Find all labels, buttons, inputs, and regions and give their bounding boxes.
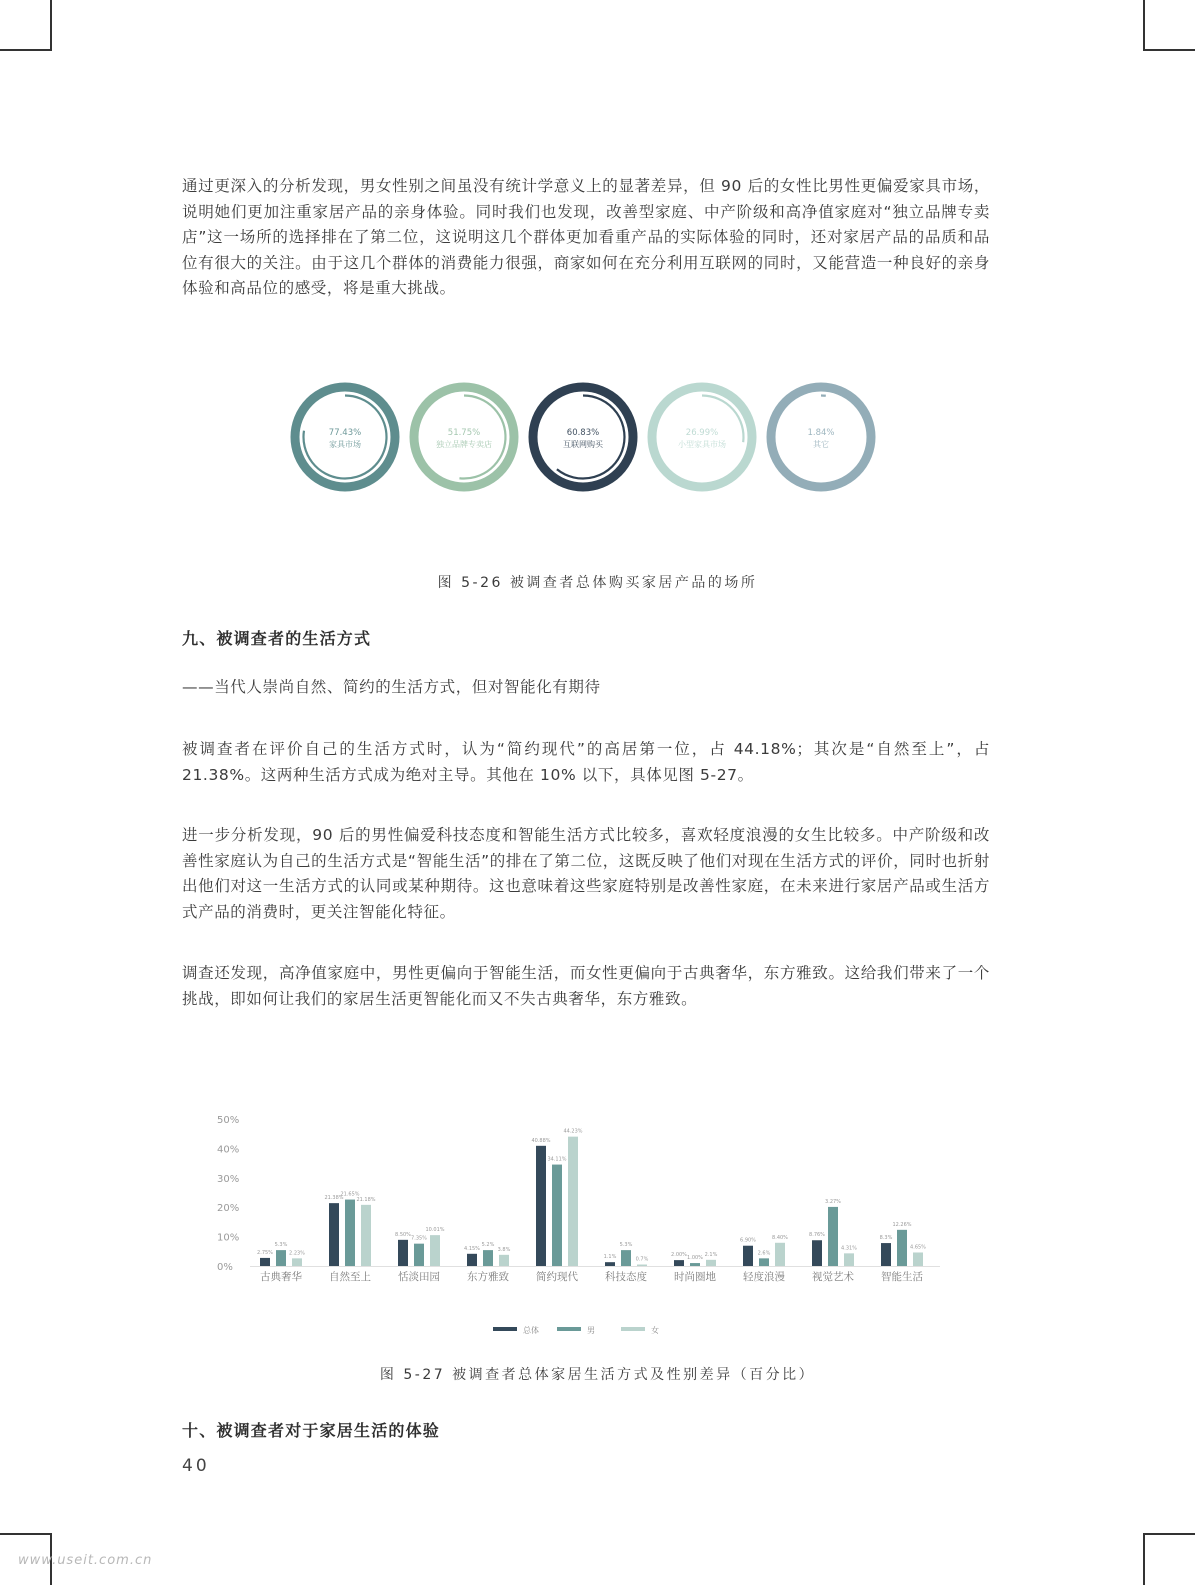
donut-value-label: 60.83%: [566, 428, 600, 438]
fig26-caption: 图 5-26 被调查者总体购买家居产品的场所: [437, 575, 758, 591]
donut-value-label: 51.75%: [447, 428, 481, 438]
paragraph-lifestyle-2: 进一步分析发现，90 后的男性偏爱科技态度和智能生活方式比较多，喜欢轻度浪漫的女生比较多。中产阶级和改善性家庭认为自己的生活方式是“智能生活”的排在了第二位，这既反映了他们对现在生活方式的评价，同时也折射出他们对这一生活方式的认同或某种期待。这也意味着这些家庭特别是改善性家庭，在未来进行家居产品或生活方式产品的消费时，更关注智能化特征。: [182, 826, 990, 921]
donut-category-label: 家具市场: [329, 440, 361, 449]
bar-data-label: 8.76%: [809, 1232, 825, 1239]
x-category-label: 智能生活: [881, 1271, 923, 1283]
bar-男: [759, 1258, 769, 1266]
crop-mark-top-left: [0, 49, 50, 51]
bar-data-label: 10.01%: [425, 1227, 445, 1234]
bar-女: [637, 1265, 647, 1266]
bar-男: [483, 1250, 493, 1266]
x-category-label: 视觉艺术: [812, 1271, 854, 1283]
bar-data-label: 5.2%: [481, 1242, 495, 1249]
bar-data-label: 1.00%: [687, 1255, 703, 1262]
bar-data-label: 5.3%: [619, 1242, 633, 1249]
bar-data-label: 3.8%: [497, 1246, 511, 1253]
bar-data-label: 6.90%: [740, 1237, 756, 1244]
x-category-label: 东方雅致: [467, 1271, 509, 1283]
crop-mark-top-left-v: [50, 0, 52, 51]
crop-mark-top-right: [1143, 49, 1195, 51]
bar-男: [690, 1263, 700, 1266]
x-category-label: 时尚圈地: [674, 1271, 716, 1283]
section-heading-lifestyle: 九、被调查者的生活方式: [182, 629, 372, 648]
bar-data-label: 2.23%: [289, 1250, 305, 1257]
bar-总体: [812, 1240, 822, 1266]
x-category-label: 轻度浪漫: [743, 1271, 785, 1283]
y-tick-label: 30%: [217, 1173, 240, 1185]
bar-data-label: 3.27%: [825, 1198, 841, 1205]
y-tick-label: 10%: [217, 1232, 240, 1244]
paragraph-lifestyle-3: 调查还发现，高净值家庭中，男性更偏向于智能生活，而女性更偏向于古典奢华，东方雅致。这给我们带来了一个挑战，即如何让我们的家居生活更智能化而又不失古典奢华，东方雅致。: [182, 964, 990, 1008]
bar-女: [775, 1243, 785, 1266]
bar-data-label: 8.40%: [772, 1234, 788, 1241]
donut-category-label: 其它: [813, 440, 829, 449]
bar-data-label: 8.3%: [879, 1235, 893, 1242]
donut-ring-4: [771, 387, 871, 487]
x-category-label: 恬淡田园: [398, 1271, 440, 1283]
section-subtitle-lifestyle: ——当代人崇尚自然、简约的生活方式，但对智能化有期待: [182, 678, 601, 696]
bar-总体: [536, 1146, 546, 1266]
donut-category-label: 独立品牌专卖店: [436, 440, 492, 449]
bar-data-label: 2.1%: [704, 1251, 718, 1258]
bar-女: [499, 1255, 509, 1266]
bar-总体: [605, 1262, 615, 1266]
bar-data-label: 2.00%: [671, 1252, 687, 1259]
bar-data-label: 40.88%: [531, 1137, 551, 1144]
legend-swatch: [493, 1327, 517, 1331]
fig27-bar-chart: [205, 1105, 955, 1355]
bar-总体: [260, 1258, 270, 1266]
donut-category-label: 互联网购买: [563, 440, 603, 449]
bar-女: [568, 1137, 578, 1266]
legend-label: 总体: [523, 1326, 539, 1335]
crop-mark-top-right-v: [1143, 0, 1145, 51]
section-heading-experience: 十、被调查者对于家居生活的体验: [182, 1421, 441, 1440]
bar-男: [276, 1250, 286, 1266]
bar-data-label: 12.26%: [892, 1221, 912, 1228]
x-category-label: 自然至上: [329, 1271, 371, 1283]
bar-data-label: 34.11%: [547, 1156, 567, 1163]
bar-男: [345, 1200, 355, 1266]
y-tick-label: 0%: [217, 1262, 233, 1273]
bar-data-label: 8.50%: [395, 1231, 411, 1238]
donut-category-label: 小型家具市场: [678, 440, 726, 449]
bar-女: [913, 1252, 923, 1266]
legend-label: 男: [587, 1326, 595, 1335]
donut-ring-3: [652, 387, 752, 487]
bar-男: [897, 1230, 907, 1266]
bar-data-label: 2.75%: [257, 1249, 273, 1256]
crop-mark-bottom-right: [1143, 1533, 1195, 1535]
paragraph-intro: 通过更深入的分析发现，男女性别之间虽没有统计学意义上的显著差异，但 90 后的女性比男性更偏爱家具市场，说明她们更加注重家居产品的亲身体验。同时我们也发现，改善型家庭、中产阶级和高净值家庭对“独立品牌专卖店”这一场所的选择排在了第二位，这说明这几个群体更加看重产品的实际体验的同时，还对家居产品的品质和品位有很大的关注。由于这几个群体的消费能力很强，商家如何在充分利用互联网的同时，又能营造一种良好的亲身体验和高品位的感受，将是重大挑战。: [182, 177, 990, 297]
bar-总体: [467, 1254, 477, 1266]
x-category-label: 简约现代: [536, 1271, 578, 1283]
paragraph-lifestyle-1: 被调查者在评价自己的生活方式时，认为“简约现代”的高居第一位，占 44.18%；其次是“自然至上”，占 21.38%。这两种生活方式成为绝对主导。其他在 10% 以下，具体见图 5-27。: [182, 740, 990, 784]
bar-总体: [881, 1243, 891, 1266]
bar-女: [292, 1258, 302, 1266]
bar-男: [552, 1165, 562, 1266]
bar-data-label: 4.65%: [910, 1244, 926, 1251]
y-tick-label: 20%: [217, 1203, 240, 1215]
bar-data-label: 21.38%: [324, 1195, 344, 1202]
donut-value-label: 26.99%: [685, 428, 719, 438]
bar-data-label: 4.15%: [464, 1245, 480, 1252]
bar-总体: [329, 1203, 339, 1266]
bar-总体: [674, 1260, 684, 1266]
donut-value-label: 77.43%: [328, 428, 362, 438]
bar-女: [430, 1235, 440, 1266]
legend-swatch: [557, 1327, 581, 1331]
bar-男: [621, 1250, 631, 1266]
donut-ring-0: [295, 387, 395, 487]
bar-总体: [743, 1246, 753, 1266]
x-category-label: 科技态度: [605, 1271, 647, 1283]
fig27-caption: 图 5-27 被调查者总体家居生活方式及性别差异（百分比）: [379, 1367, 816, 1383]
donut-ring-2: [533, 387, 633, 487]
bar-女: [361, 1205, 371, 1266]
bar-男: [414, 1244, 424, 1266]
watermark: www.useit.com.cn: [18, 1553, 153, 1568]
legend-swatch: [621, 1327, 645, 1331]
y-tick-label: 40%: [217, 1144, 240, 1156]
bar-data-label: 0.7%: [635, 1256, 649, 1263]
page-number: 40: [182, 1456, 210, 1476]
bar-data-label: 4.31%: [841, 1245, 857, 1252]
crop-mark-bottom-right-v: [1143, 1533, 1145, 1585]
bar-data-label: 5.3%: [274, 1242, 288, 1249]
bar-女: [706, 1260, 716, 1266]
donut-ring-1: [414, 387, 514, 487]
bar-data-label: 44.23%: [563, 1128, 583, 1135]
donut-value-label: 1.84%: [807, 428, 835, 438]
bar-data-label: 7.35%: [411, 1235, 427, 1242]
crop-mark-bottom-left: [0, 1533, 50, 1535]
chart-legend: [493, 1325, 659, 1335]
bar-data-label: 1.1%: [603, 1254, 617, 1261]
bar-data-label: 2.6%: [757, 1250, 771, 1257]
bar-总体: [398, 1240, 408, 1266]
legend-label: 女: [651, 1326, 659, 1335]
bar-女: [844, 1253, 854, 1266]
y-tick-label: 50%: [217, 1115, 240, 1126]
bar-data-label: 21.65%: [340, 1191, 360, 1198]
bar-data-label: 21.18%: [356, 1196, 376, 1203]
x-category-label: 古典奢华: [260, 1271, 302, 1283]
fig26-donut-chart: [270, 375, 890, 510]
bar-男: [828, 1207, 838, 1266]
